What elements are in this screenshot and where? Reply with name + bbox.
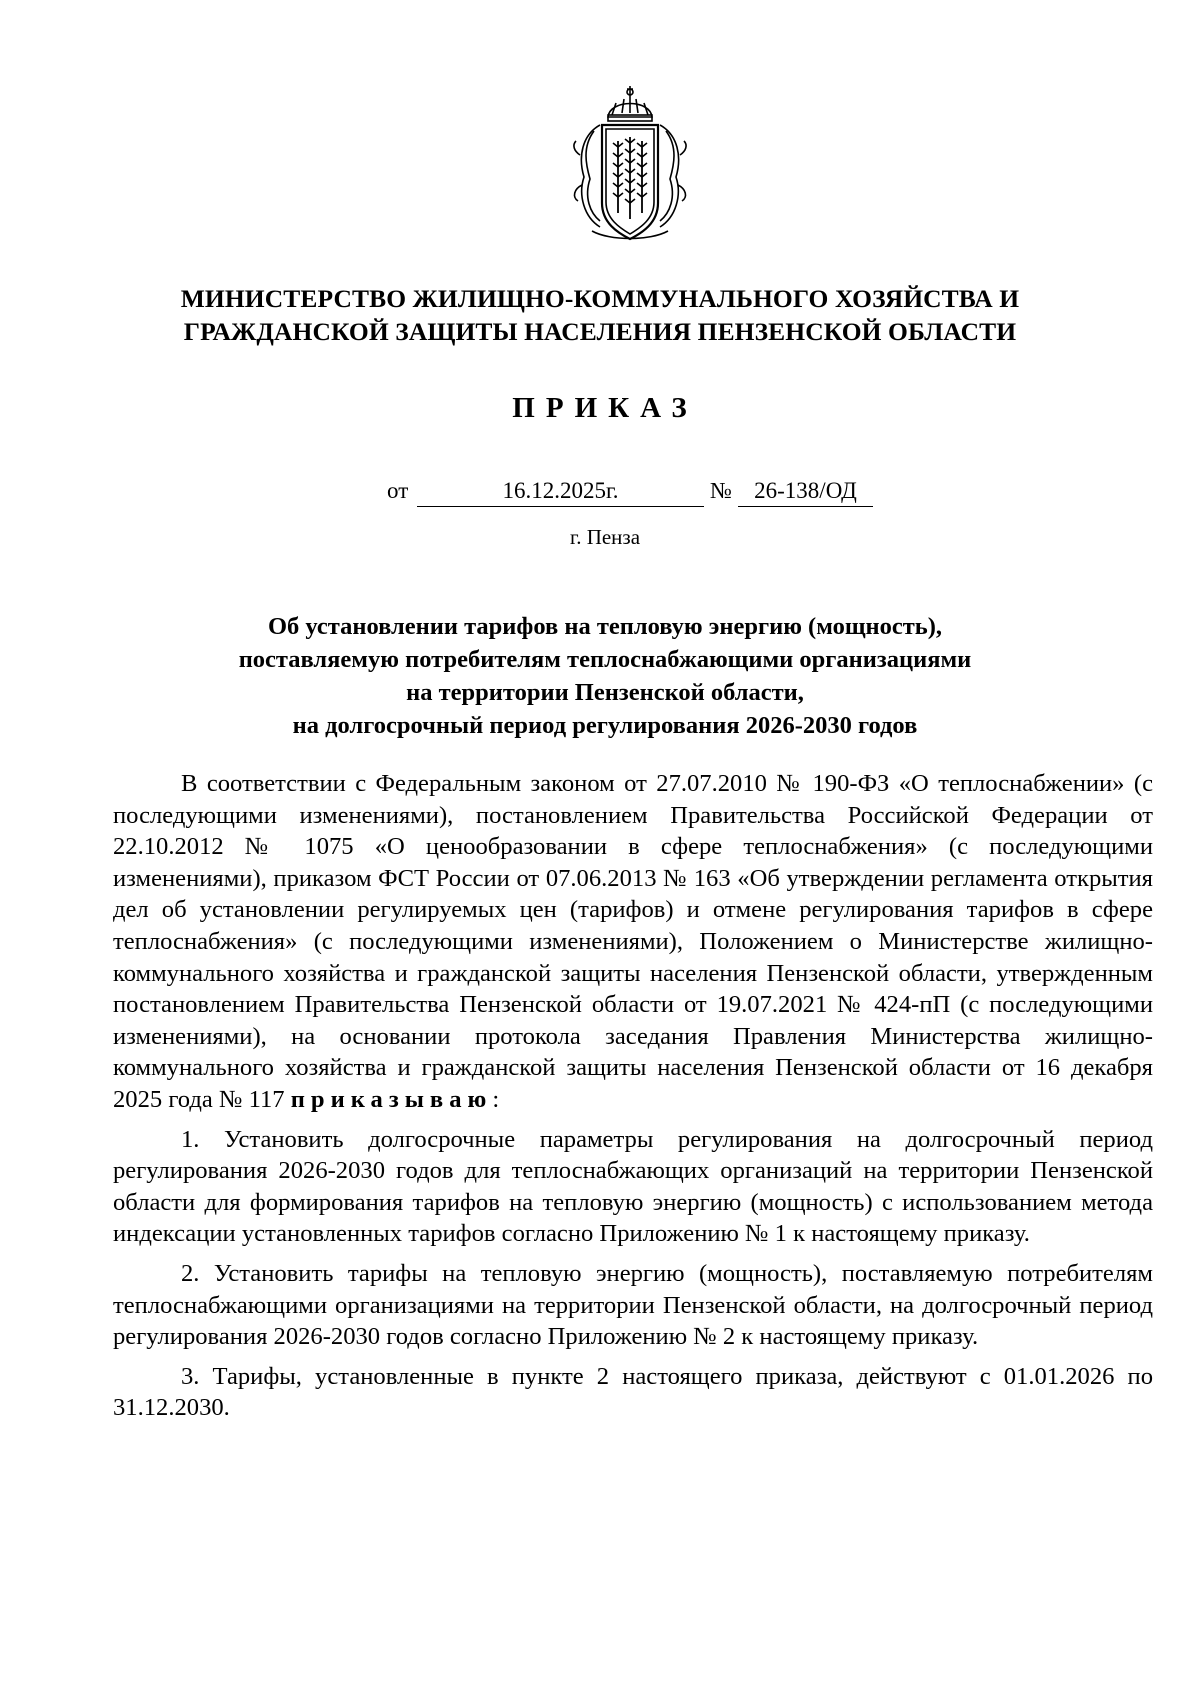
title-line-1: Об установлении тарифов на тепловую энергию (мощность), <box>267 613 943 640</box>
document-number: 26-138/ОД <box>738 478 873 507</box>
preamble-text: В соответствии с Федеральным законом от 27.07.2010 № 190-ФЗ «О теплоснабжении» (с последующими изменениями), постановлением Правительства Российской Федерации от 22.10.2012 № 1075 «О ценообразовании в сфере теплоснабжения» (с последующими изменениями), приказом ФСТ России от 07.06.2013 № 163 «Об утверждении регламента открытия дел об установлении регулируемых цен (тарифов) и отмене регулирования тарифов в сфере теплоснабжения» (с последующими изменениями), Положением о Министерстве жилищно-коммунального хозяйства и гражданской защиты населения Пензенской области, утвержденным постановлением Правительства Пензенской области от 19.07.2021 № 424-пП (с последующими изменениями), на основании протокола заседания Правления Министерства жилищно-коммунального хозяйства и гражданской защиты населения Пензенской области от 16 декабря 2025 года № 117 <box>113 770 1153 1113</box>
coat-of-arms-emblem <box>570 85 690 245</box>
order-item-3: 3. Тарифы, установленные в пункте 2 настоящего приказа, действуют с 01.01.2026 по 31.12.2030. <box>113 1362 1153 1422</box>
title-line-2: поставляемую потребителям теплоснабжающими организациями <box>238 646 972 673</box>
document-title <box>0 610 1200 742</box>
order-word: приказываю <box>290 1085 493 1113</box>
document-body <box>113 768 1153 1424</box>
title-line-4: на долгосрочный период регулирования 2026-2030 годов <box>292 712 918 739</box>
ministry-name-line-2: ГРАЖДАНСКОЙ ЗАЩИТЫ НАСЕЛЕНИЯ ПЕНЗЕНСКОЙ ОБЛАСТИ <box>183 317 1017 346</box>
order-item-1: 1. Установить долгосрочные параметры регулирования на долгосрочный период регулирования 2026-2030 годов для теплоснабжающих организаций на территории Пензенской области для формирования тарифов на тепловую энергию (мощность) с использованием метода индексации установленных тарифов согласно Приложению № 1 к настоящему приказу. <box>113 1125 1153 1248</box>
title-line-3: на территории Пензенской области, <box>406 679 804 706</box>
date-prefix: от <box>387 478 409 503</box>
order-item-2: 2. Установить тарифы на тепловую энергию (мощность), поставляемую потребителям теплоснабжающими организациями на территории Пензенской области, на долгосрочный период регулирования 2026-2030 годов согласно Приложению № 2 к настоящему приказу. <box>113 1259 1153 1351</box>
number-sign: № <box>710 478 732 503</box>
ministry-name <box>0 282 1200 348</box>
order-colon: : <box>492 1085 500 1113</box>
date-number-line <box>0 478 1200 512</box>
document-type-heading: ПРИКАЗ <box>512 392 698 424</box>
document-date: 16.12.2025г. <box>417 478 704 507</box>
preamble-paragraph <box>113 768 1153 1116</box>
city-name: г. Пенза <box>569 525 641 549</box>
ministry-name-line-1: МИНИСТЕРСТВО ЖИЛИЩНО-КОММУНАЛЬНОГО ХОЗЯЙСТВА И <box>180 284 1020 313</box>
